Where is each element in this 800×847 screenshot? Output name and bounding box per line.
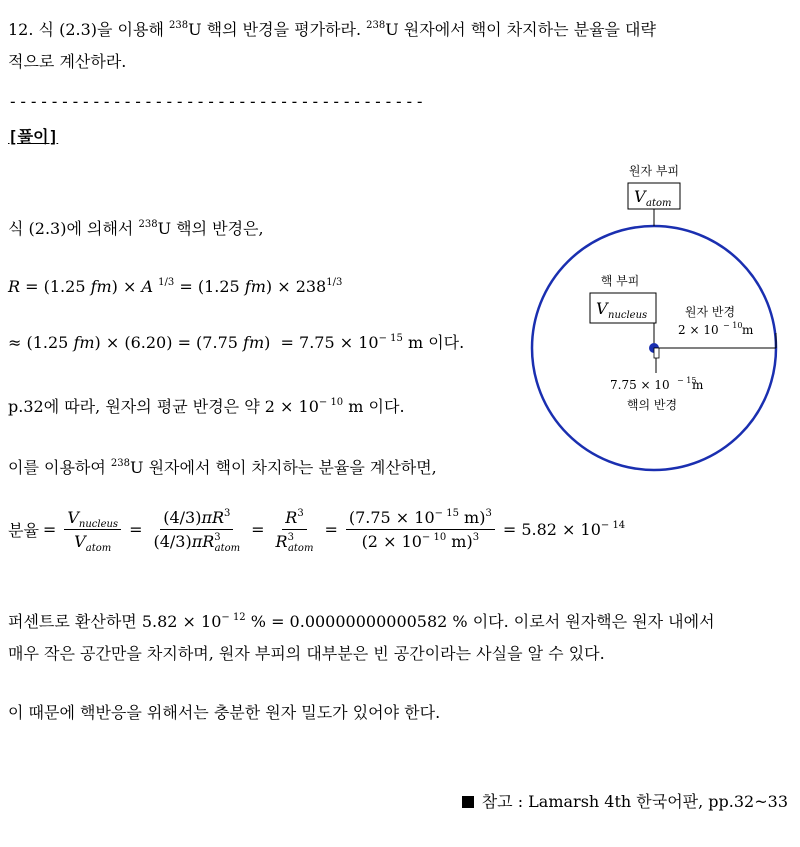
svg-text:− 15: − 15 <box>677 376 697 385</box>
solution-heading: [풀이] <box>8 127 59 146</box>
frac-volume: $\frac{V_{nucleus}}{V_{atom}}$ <box>64 508 121 551</box>
svg-text:V: V <box>634 187 646 206</box>
svg-text:m: m <box>742 323 754 337</box>
svg-text:2 × 10: 2 × 10 <box>678 323 719 337</box>
problem-statement: 12. 식 (2.3)을 이용해 $^{238}$U 핵의 반경을 평가하라. $^{238}$U 원자에서 핵이 차지하는 분율을 대략 적으로 계산하라. <box>8 20 656 71</box>
frac-radius: $\frac{R^3}{R^3_{atom}}$ <box>275 508 314 554</box>
atom-diagram <box>520 155 790 485</box>
svg-text:m: m <box>692 378 704 392</box>
percent-paragraph: 퍼센트로 환산하면 $5.82 \times 10^{- 12}$ % = 0.00000000000582 % 이다. 이로서 원자핵은 원자 내에서 매우 작은 공간만을 차지하며, 원자 부피의 대부분은 빈 공간이라는 사실을 알 수 있다. <box>8 612 715 663</box>
atom-radius-label: 원자 반경 <box>684 305 736 319</box>
nucleus-radius-label: 핵의 반경 <box>626 398 678 412</box>
svg-text:− 10: − 10 <box>723 321 743 330</box>
svg-text:nucleus: nucleus <box>608 310 648 321</box>
equation-radius-result: ≈ (1.25 fm) × (6.20) = (7.75 $fm) = 7.75 \times 10^{- 15}$ m 이다. <box>8 333 465 352</box>
square-bullet-icon <box>462 796 474 808</box>
atom-radius-statement: p.32에 따라, 원자의 평균 반경은 약 $2 \times 10^{- 10}$ m 이다. <box>8 397 405 416</box>
fraction-intro: 이를 이용하여 $^{238}$U 원자에서 핵이 차지하는 분율을 계산하면, <box>8 458 437 477</box>
svg-text:V: V <box>596 299 608 318</box>
atom-volume-label: 원자 부피 <box>628 164 680 178</box>
frac-numeric: $\frac{(7.75 \times 10^{- 15} m)^3}{(2 \times 10^{- 10} m)^3}$ <box>346 508 495 551</box>
reference-note: 참고 : Lamarsh 4th 한국어판, pp.32~33 <box>462 789 788 812</box>
svg-text:7.75 × 10: 7.75 × 10 <box>610 378 670 392</box>
nucleus-volume-label: 핵 부피 <box>600 274 640 288</box>
svg-text:atom: atom <box>646 198 672 209</box>
conclusion: 이 때문에 핵반응을 위해서는 충분한 원자 밀도가 있어야 한다. <box>8 703 441 722</box>
solution-intro: 식 (2.3)에 의해서 $^{238}$U 핵의 반경은, <box>8 219 264 238</box>
frac-sphere: $\frac{(4/3)\pi R^3}{(4/3)\pi R^3_{atom}}$ <box>153 508 241 554</box>
equation-radius-formula: R = (1.25 fm) × A $^{1/3}$ = (1.25 $fm) \times 238^{1/3}$ <box>8 277 343 296</box>
fraction-equation: 분율 = $\frac{V_{nucleus}}{V_{atom}}$ = $\frac{(4/3)\pi R^3}{(4/3)\pi R^3_{atom}}$ = $\frac{R^3}{R^3_{atom}}$ = $\frac{(7.75 \times 10^{- 15} m)^3}{(2 \times 10^{- 10} m)^3}$ = $5.82 \times 10^{- 14}$ <box>8 508 626 554</box>
divider-line: ---------------------------------------- <box>8 92 426 111</box>
